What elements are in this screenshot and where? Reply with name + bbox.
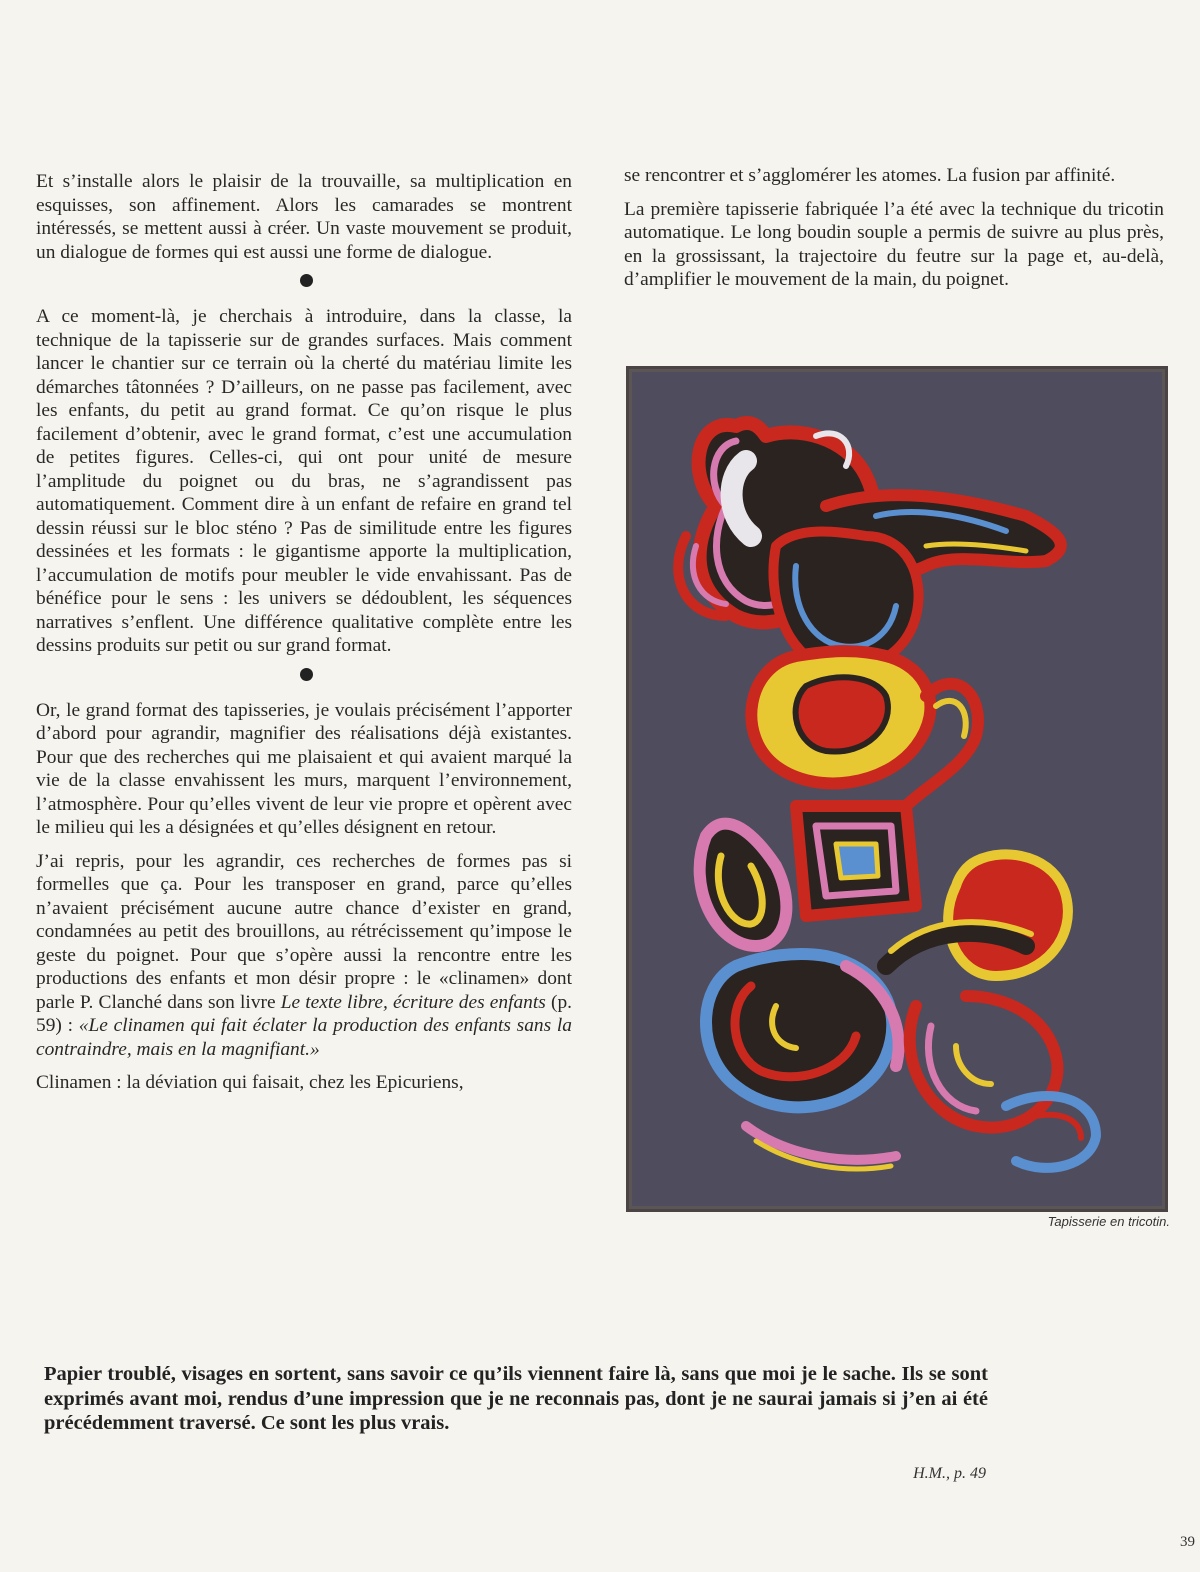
tapestry-illustration [626,366,1168,1212]
pull-quote: Papier troublé, visages en sortent, sans savoir ce qu’ils viennent faire là, sans que moi je le sache. Ils se sont exprimés avant moi, rendus d’une impression que je ne reconnais pas, dont je ne saurai jamais si j’en ai été précédemment traversé. Ce sont les plus vrais. [44,1363,988,1434]
book-title: Le texte libre, écriture des enfants [280,991,546,1013]
figure-caption: Tapisserie en tricotin. [1047,1214,1170,1229]
paragraph-tapisserie-classe: A ce moment-là, je cherchais à introduire, dans la classe, la technique de la tapisserie sur de grandes surfaces. Mais comment lancer le chantier sur ce terrain où la cherté du matériau limite les démarches tâtonnées ? D’ailleurs, on ne passe pas facilement, avec les enfants, du petit au grand format. Ce qu’on risque le plus facilement d’obtenir, avec le grand format, c’est une accumulation de petites figures. Celles-ci, qui ont pour unité de mesure l’amplitude du poignet ou du bras, ne s’agrandissent pas automatiquement. Comment dire à un enfant de refaire en grand tel dessin réussi sur le bloc sténo ? Pas de similitude entre les figures dessinées et les formats : le gigantisme apporte la multiplication, l’accumulation de motifs pour meubler le vide envahissant. Pas de bénéfice pour le sens : les univers se dédoublent, les séquences narratives s’enflent. Une différence qualitative complète entre les dessins produits sur petit ou sur grand format. [36,306,572,656]
section-bullet [300,668,313,681]
section-bullet [300,274,313,287]
pull-quote-source: H.M., p. 49 [913,1465,986,1482]
book-quote: «Le clinamen qui fait éclater la production des enfants sans la contraindre, mais en la magnifiant.» [36,1015,573,1060]
page-number: 39 [1180,1534,1195,1550]
tapestry-photo [626,366,1168,1212]
paragraph-grand-format: Or, le grand format des tapisseries, je voulais précisément l’apporter d’abord pour agrandir, magnifier des réalisations déjà existantes. Pour que des recherches qui me plaisaient et qui avaient marqué la vie de la classe envahissent les murs, marquent l’environnement, l’atmosphère. Pour qu’elles vivent de leur vie propre et opèrent avec le milieu qui les a désignées et qu’elles désignent en retour. [36,699,572,838]
paragraph-tricotin: La première tapisserie fabriquée l’a été avec la technique du tricotin automatique. Le long boudin souple a permis de suivre au plus près, en la grossissant, la trajectoire du feutre sur la page et, au-delà, d’amplifier le mouvement de la main, du poignet. [624,198,1164,290]
left-column [36,170,572,1095]
page-ref: (p. 59) : [36,991,572,1036]
paragraph-trouvaille: Et s’installe alors le plaisir de la trouvaille, sa multiplication en esquisses, son affinement. Alors les camarades se montrent intéressés, se mettent aussi à créer. Un vaste mouvement se produit, un dialogue de formes qui est aussi une forme de dialogue. [36,171,572,263]
paragraph-clinamen-start: J’ai repris, pour les agrandir, ces recherches de formes pas si formelles que ça. Pour les transposer en grand, parce qu’elles n’avaient précisément aucune autre chance d’exister en grand, condamnées au petit des brouillons, au rétrécissement qu’impose le geste du poignet. Pour que s’opère aussi la rencontre entre les productions des enfants et mon désir propre : le «clinamen» dont parle P. Clanché dans son livre [36,850,572,1013]
paragraph-clinamen-definition: Clinamen : la déviation qui faisait, chez les Epicuriens, [36,1072,464,1093]
paragraph-atomes: se rencontrer et s’agglomérer les atomes. La fusion par affinité. [624,165,1116,186]
right-column [624,164,1164,302]
paragraph-clinamen [36,850,572,1062]
